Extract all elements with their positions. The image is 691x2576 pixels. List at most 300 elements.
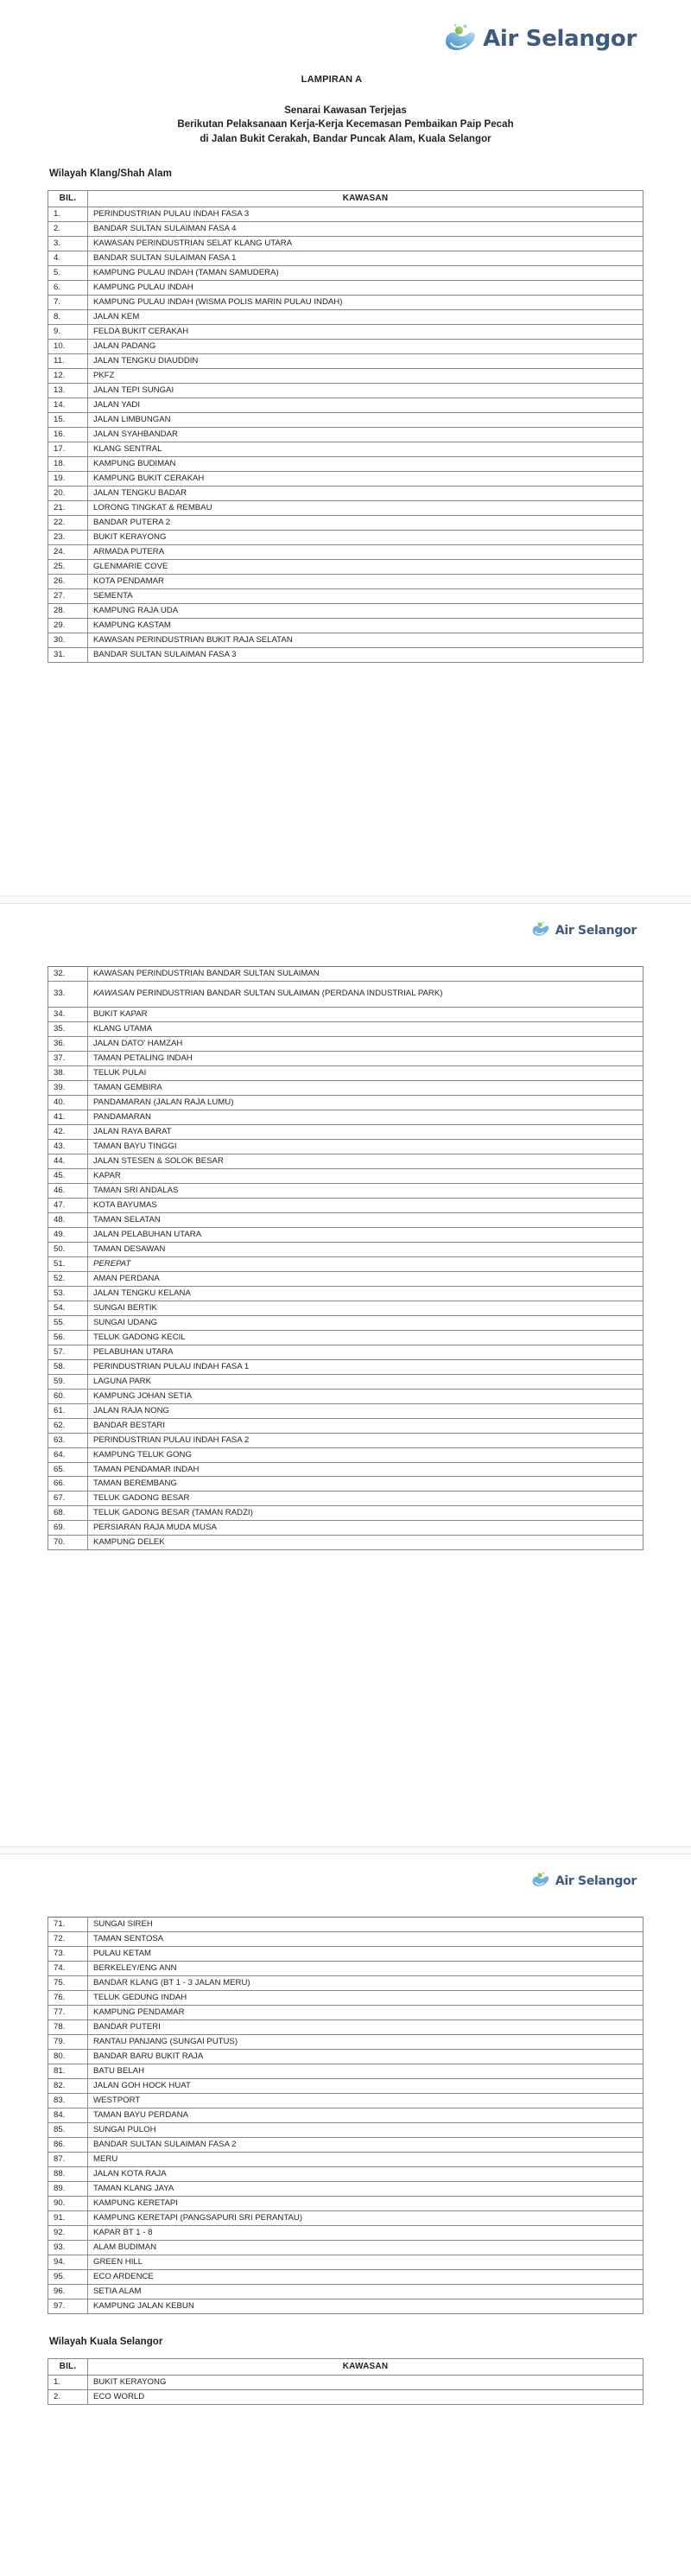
table-row (48, 207, 643, 222)
row-number: 17. (48, 442, 88, 457)
row-area-name: WESTPORT (88, 2093, 643, 2108)
row-number: 19. (48, 472, 88, 487)
row-area-name: JALAN SYAHBANDAR (88, 428, 643, 442)
table-row (48, 2166, 643, 2181)
table-row (48, 1359, 643, 1374)
row-area-name: KAWASAN PERINDUSTRIAN BANDAR SULTAN SULAIMAN (88, 967, 643, 982)
row-number: 96. (48, 2284, 88, 2299)
row-area-name: GREEN HILL (88, 2255, 643, 2269)
row-number: 97. (48, 2299, 88, 2313)
table-body-page-1 (48, 207, 643, 663)
table-body-page-3 (48, 1918, 643, 2314)
document-page-2 (0, 904, 691, 1846)
row-area-name: JALAN LIMBUNGAN (88, 413, 643, 428)
table-row (48, 1212, 643, 1227)
row-area-name: TAMAN SELATAN (88, 1212, 643, 1227)
table-row (48, 2225, 643, 2240)
table-header-row (48, 2358, 643, 2376)
row-area-name: KAMPUNG BUKIT CERAKAH (88, 472, 643, 487)
table-row (48, 384, 643, 398)
row-number: 44. (48, 1154, 88, 1168)
table-row (48, 545, 643, 560)
row-area-name: KAMPUNG PULAU INDAH (88, 281, 643, 296)
table-row (48, 281, 643, 296)
table-row (48, 1139, 643, 1154)
table-row (48, 1007, 643, 1021)
table-row (48, 2181, 643, 2196)
row-area-name: TELUK GEDUNG INDAH (88, 1990, 643, 2005)
row-number: 56. (48, 1330, 88, 1345)
table-row (48, 1389, 643, 1403)
table-row (48, 1154, 643, 1168)
row-number: 60. (48, 1389, 88, 1403)
page-break-1 (0, 895, 691, 904)
row-number: 88. (48, 2166, 88, 2181)
row-number: 42. (48, 1124, 88, 1139)
row-number: 72. (48, 1931, 88, 1946)
row-area-name: FELDA BUKIT CERAKAH (88, 325, 643, 340)
table-row (48, 2390, 643, 2405)
table-row (48, 2152, 643, 2166)
air-selangor-logo (531, 920, 637, 941)
row-number: 2. (48, 222, 88, 237)
row-number: 63. (48, 1433, 88, 1447)
row-area-name: KAPAR (88, 1168, 643, 1183)
row-area-name: LORONG TINGKAT & REMBAU (88, 501, 643, 516)
row-area-name: PERINDUSTRIAN PULAU INDAH FASA 3 (88, 207, 643, 222)
table-row (48, 981, 643, 1007)
row-number: 80. (48, 2049, 88, 2064)
region-heading-klang-shah-alam: Wilayah Klang/Shah Alam (49, 168, 172, 179)
table-row (48, 1271, 643, 1286)
row-area-name: TAMAN BEREMBANG (88, 1477, 643, 1492)
table-row (48, 340, 643, 354)
row-area-name: TAMAN BAYU TINGGI (88, 1139, 643, 1154)
row-area-name: SUNGAI UDANG (88, 1315, 643, 1330)
row-area-name: KAMPUNG KASTAM (88, 619, 643, 633)
row-area-name: TAMAN KLANG JAYA (88, 2181, 643, 2196)
row-area-name: RANTAU PANJANG (SUNGAI PUTUS) (88, 2034, 643, 2049)
table-row (48, 398, 643, 413)
row-area-name: TAMAN BAYU PERDANA (88, 2108, 643, 2122)
row-number: 67. (48, 1492, 88, 1506)
brand-logo-page-3 (48, 1867, 643, 1896)
row-area-name: BANDAR PUTERA 2 (88, 516, 643, 531)
water-droplet-splash-icon (531, 920, 550, 941)
row-number: 54. (48, 1301, 88, 1315)
row-number: 75. (48, 1975, 88, 1990)
table-row (48, 1301, 643, 1315)
row-area-name: TAMAN SENTOSA (88, 1931, 643, 1946)
row-number: 53. (48, 1286, 88, 1301)
row-area-name: TELUK GADONG BESAR (88, 1492, 643, 1506)
row-number: 64. (48, 1447, 88, 1462)
table-row (48, 2064, 643, 2078)
table-row (48, 1286, 643, 1301)
row-number: 15. (48, 413, 88, 428)
table-row (48, 2137, 643, 2152)
table-row (48, 1521, 643, 1536)
row-area-name: ECO WORLD (88, 2390, 643, 2405)
row-number: 1. (48, 2376, 88, 2390)
table-row (48, 2284, 643, 2299)
table-row (48, 1961, 643, 1975)
row-area-name: JALAN TENGKU KELANA (88, 1286, 643, 1301)
row-number: 18. (48, 457, 88, 472)
brand-wordmark: Air Selangor (483, 26, 637, 52)
row-area-name: JALAN RAJA NONG (88, 1403, 643, 1418)
table-row (48, 428, 643, 442)
row-area-name: SUNGAI BERTIK (88, 1301, 643, 1315)
row-number: 45. (48, 1168, 88, 1183)
row-area-name: KAMPUNG PULAU INDAH (TAMAN SAMUDERA) (88, 266, 643, 281)
row-area-name: TAMAN PETALING INDAH (88, 1051, 643, 1065)
table-row (48, 354, 643, 369)
row-number: 2. (48, 2390, 88, 2405)
air-selangor-logo (531, 1871, 637, 1892)
row-number: 52. (48, 1271, 88, 1286)
row-area-name: TAMAN GEMBIRA (88, 1080, 643, 1095)
row-area-name: BERKELEY/ENG ANN (88, 1961, 643, 1975)
row-area-name: PANDAMARAN (JALAN RAJA LUMU) (88, 1095, 643, 1110)
table-row (48, 2005, 643, 2019)
document-title (48, 104, 643, 146)
table-row (48, 1946, 643, 1961)
row-number: 13. (48, 384, 88, 398)
table-row (48, 619, 643, 633)
row-area-name: KAWASAN PERINDUSTRIAN BUKIT RAJA SELATAN (88, 633, 643, 648)
table-row (48, 1330, 643, 1345)
table-row (48, 251, 643, 266)
row-area-name: KAMPUNG RAJA UDA (88, 604, 643, 619)
table-row (48, 1403, 643, 1418)
region-heading-kuala-selangor: Wilayah Kuala Selangor (49, 2336, 163, 2347)
document-page-3 (0, 1854, 691, 2576)
brand-wordmark: Air Selangor (555, 924, 637, 938)
table-body-kuala-selangor (48, 2376, 643, 2405)
row-number: 16. (48, 428, 88, 442)
water-droplet-splash-icon (531, 1871, 550, 1892)
row-area-name: BANDAR SULTAN SULAIMAN FASA 3 (88, 648, 643, 663)
table-row (48, 325, 643, 340)
row-number: 38. (48, 1065, 88, 1080)
row-number: 3. (48, 237, 88, 251)
row-area-name: KAMPUNG JOHAN SETIA (88, 1389, 643, 1403)
row-area-name: PERINDUSTRIAN PULAU INDAH FASA 1 (88, 1359, 643, 1374)
row-area-name: KAMPUNG TELUK GONG (88, 1447, 643, 1462)
row-number: 93. (48, 2240, 88, 2255)
table-row (48, 2108, 643, 2122)
row-area-name: BANDAR BESTARI (88, 1418, 643, 1433)
row-number: 27. (48, 589, 88, 604)
table-row (48, 1462, 643, 1477)
row-number: 10. (48, 340, 88, 354)
row-area-name: ARMADA PUTERA (88, 545, 643, 560)
table-row (48, 296, 643, 310)
row-area-name: KAWASAN PERINDUSTRIAN BANDAR SULTAN SULAIMAN (PERDANA INDUSTRIAL PARK) (88, 981, 643, 1007)
row-number: 23. (48, 531, 88, 545)
row-area-name: BUKIT KAPAR (88, 1007, 643, 1021)
table-row (48, 1447, 643, 1462)
table-row (48, 2049, 643, 2064)
column-header-kawasan: KAWASAN (88, 190, 643, 207)
row-number: 25. (48, 560, 88, 575)
row-number: 86. (48, 2137, 88, 2152)
table-row (48, 1198, 643, 1212)
row-number: 57. (48, 1345, 88, 1359)
row-number: 21. (48, 501, 88, 516)
table-row (48, 1433, 643, 1447)
row-number: 74. (48, 1961, 88, 1975)
row-area-name: SUNGAI SIREH (88, 1918, 643, 1932)
table-row (48, 2299, 643, 2313)
row-area-name: MERU (88, 2152, 643, 2166)
table-row (48, 1124, 643, 1139)
table-row (48, 1418, 643, 1433)
brand-logo-header (48, 12, 643, 66)
column-header-bil: BIL. (48, 2358, 88, 2376)
table-row (48, 2122, 643, 2137)
table-row (48, 237, 643, 251)
row-area-name: KAPAR BT 1 - 8 (88, 2225, 643, 2240)
row-number: 37. (48, 1051, 88, 1065)
title-line-2: Berikutan Pelaksanaan Kerja-Kerja Kecemasan Pembaikan Paip Pecah (177, 119, 514, 130)
row-number: 81. (48, 2064, 88, 2078)
row-number: 91. (48, 2210, 88, 2225)
row-number: 82. (48, 2078, 88, 2093)
table-row (48, 1975, 643, 1990)
row-number: 43. (48, 1139, 88, 1154)
row-area-name: KAMPUNG BUDIMAN (88, 457, 643, 472)
row-number: 70. (48, 1536, 88, 1550)
table-row (48, 1477, 643, 1492)
affected-areas-table-page-1 (48, 190, 643, 663)
row-number: 68. (48, 1506, 88, 1521)
table-row (48, 472, 643, 487)
column-header-bil: BIL. (48, 190, 88, 207)
row-area-name: KLANG UTAMA (88, 1021, 643, 1036)
table-row (48, 589, 643, 604)
row-area-name: JALAN YADI (88, 398, 643, 413)
row-area-name: AMAN PERDANA (88, 1271, 643, 1286)
row-area-name: KAMPUNG DELEK (88, 1536, 643, 1550)
row-number: 30. (48, 633, 88, 648)
row-number: 24. (48, 545, 88, 560)
row-number: 71. (48, 1918, 88, 1932)
row-number: 47. (48, 1198, 88, 1212)
row-area-name: TELUK GADONG KECIL (88, 1330, 643, 1345)
table-row (48, 1492, 643, 1506)
row-area-name: KAMPUNG PENDAMAR (88, 2005, 643, 2019)
row-area-name: KLANG SENTRAL (88, 442, 643, 457)
table-row (48, 1374, 643, 1389)
table-row (48, 1536, 643, 1550)
row-number: 69. (48, 1521, 88, 1536)
table-body-page-2 (48, 967, 643, 1550)
row-number: 8. (48, 310, 88, 325)
affected-areas-table-page-3 (48, 1917, 643, 2314)
row-number: 4. (48, 251, 88, 266)
row-area-name: PULAU KETAM (88, 1946, 643, 1961)
row-number: 39. (48, 1080, 88, 1095)
row-number: 14. (48, 398, 88, 413)
table-row (48, 457, 643, 472)
table-row (48, 1080, 643, 1095)
row-number: 83. (48, 2093, 88, 2108)
table-row (48, 222, 643, 237)
row-area-name: KAMPUNG JALAN KEBUN (88, 2299, 643, 2313)
table-row (48, 2376, 643, 2390)
table-row (48, 2269, 643, 2284)
row-area-name: KOTA PENDAMAR (88, 575, 643, 589)
row-area-name: BANDAR BARU BUKIT RAJA (88, 2049, 643, 2064)
row-area-name: KAMPUNG KERETAPI (88, 2196, 643, 2210)
table-row (48, 1256, 643, 1271)
row-area-name: JALAN PELABUHAN UTARA (88, 1227, 643, 1242)
title-line-1: Senarai Kawasan Terjejas (284, 105, 407, 116)
row-area-name: TAMAN DESAWAN (88, 1242, 643, 1256)
row-area-name: PERINDUSTRIAN PULAU INDAH FASA 2 (88, 1433, 643, 1447)
row-number: 12. (48, 369, 88, 384)
table-row (48, 2240, 643, 2255)
row-number: 9. (48, 325, 88, 340)
table-row (48, 531, 643, 545)
table-row (48, 1315, 643, 1330)
row-number: 78. (48, 2019, 88, 2034)
row-area-name: SEMENTA (88, 589, 643, 604)
row-number: 5. (48, 266, 88, 281)
row-area-name: JALAN KEM (88, 310, 643, 325)
row-number: 84. (48, 2108, 88, 2122)
table-row (48, 310, 643, 325)
row-number: 6. (48, 281, 88, 296)
brand-logo-page-2 (48, 916, 643, 945)
table-row (48, 1065, 643, 1080)
air-selangor-logo (443, 22, 637, 56)
row-number: 41. (48, 1110, 88, 1124)
row-number: 49. (48, 1227, 88, 1242)
table-row (48, 413, 643, 428)
area-name-italic: KAWASAN (93, 989, 135, 999)
appendix-label: LAMPIRAN A (301, 74, 363, 85)
row-number: 55. (48, 1315, 88, 1330)
row-number: 89. (48, 2181, 88, 2196)
row-number: 65. (48, 1462, 88, 1477)
row-number: 7. (48, 296, 88, 310)
table-header-row (48, 190, 643, 207)
table-row (48, 2196, 643, 2210)
table-row (48, 2078, 643, 2093)
row-number: 59. (48, 1374, 88, 1389)
table-row (48, 1242, 643, 1256)
row-area-name: GLENMARIE COVE (88, 560, 643, 575)
table-row (48, 2019, 643, 2034)
row-number: 46. (48, 1183, 88, 1198)
row-area-name: JALAN TENGKU BADAR (88, 487, 643, 501)
table-row (48, 1345, 643, 1359)
row-number: 79. (48, 2034, 88, 2049)
document-page-1 (0, 0, 691, 895)
row-number: 26. (48, 575, 88, 589)
title-line-3: di Jalan Bukit Cerakah, Bandar Puncak Alam, Kuala Selangor (200, 133, 491, 144)
row-area-name: TELUK PULAI (88, 1065, 643, 1080)
row-area-name: PKFZ (88, 369, 643, 384)
table-row (48, 575, 643, 589)
row-number: 22. (48, 516, 88, 531)
table-row (48, 369, 643, 384)
row-area-name: KOTA BAYUMAS (88, 1198, 643, 1212)
row-number: 77. (48, 2005, 88, 2019)
row-number: 29. (48, 619, 88, 633)
table-row (48, 1931, 643, 1946)
row-number: 95. (48, 2269, 88, 2284)
row-area-name: KAWASAN PERINDUSTRIAN SELAT KLANG UTARA (88, 237, 643, 251)
row-area-name: BANDAR SULTAN SULAIMAN FASA 1 (88, 251, 643, 266)
row-number: 36. (48, 1036, 88, 1051)
row-number: 34. (48, 1007, 88, 1021)
water-droplet-splash-icon (443, 22, 478, 56)
row-number: 35. (48, 1021, 88, 1036)
affected-areas-table-page-2 (48, 966, 643, 1550)
table-row (48, 2210, 643, 2225)
row-number: 20. (48, 487, 88, 501)
table-row (48, 2034, 643, 2049)
table-row (48, 1506, 643, 1521)
row-number: 32. (48, 967, 88, 982)
row-area-name: KAMPUNG KERETAPI (PANGSAPURI SRI PERANTAU) (88, 2210, 643, 2225)
row-area-name: JALAN RAYA BARAT (88, 1124, 643, 1139)
row-number: 33. (48, 981, 88, 1007)
row-area-name: JALAN PADANG (88, 340, 643, 354)
table-row (48, 1990, 643, 2005)
row-area-name: JALAN TENGKU DIAUDDIN (88, 354, 643, 369)
row-number: 11. (48, 354, 88, 369)
row-area-name: BATU BELAH (88, 2064, 643, 2078)
area-name-italic: PEREPAT (93, 1258, 131, 1269)
row-area-name: TAMAN SRI ANDALAS (88, 1183, 643, 1198)
page-break-2 (0, 1846, 691, 1854)
row-number: 61. (48, 1403, 88, 1418)
row-area-name: JALAN DATO' HAMZAH (88, 1036, 643, 1051)
table-row (48, 2093, 643, 2108)
table-row (48, 1095, 643, 1110)
row-number: 73. (48, 1946, 88, 1961)
row-area-name: PANDAMARAN (88, 1110, 643, 1124)
table-row (48, 2255, 643, 2269)
row-number: 40. (48, 1095, 88, 1110)
row-number: 31. (48, 648, 88, 663)
row-area-name: BUKIT KERAYONG (88, 2376, 643, 2390)
row-number: 90. (48, 2196, 88, 2210)
row-number: 48. (48, 1212, 88, 1227)
row-area-name: JALAN KOTA RAJA (88, 2166, 643, 2181)
table-row (48, 1110, 643, 1124)
table-row (48, 1021, 643, 1036)
row-number: 87. (48, 2152, 88, 2166)
row-number: 28. (48, 604, 88, 619)
row-number: 66. (48, 1477, 88, 1492)
row-number: 58. (48, 1359, 88, 1374)
row-area-name: PERSIARAN RAJA MUDA MUSA (88, 1521, 643, 1536)
row-number: 94. (48, 2255, 88, 2269)
table-row (48, 1227, 643, 1242)
row-area-name: LAGUNA PARK (88, 1374, 643, 1389)
row-area-name: BUKIT KERAYONG (88, 531, 643, 545)
table-row (48, 1051, 643, 1065)
column-header-kawasan: KAWASAN (88, 2358, 643, 2376)
table-row (48, 487, 643, 501)
table-row (48, 1918, 643, 1932)
